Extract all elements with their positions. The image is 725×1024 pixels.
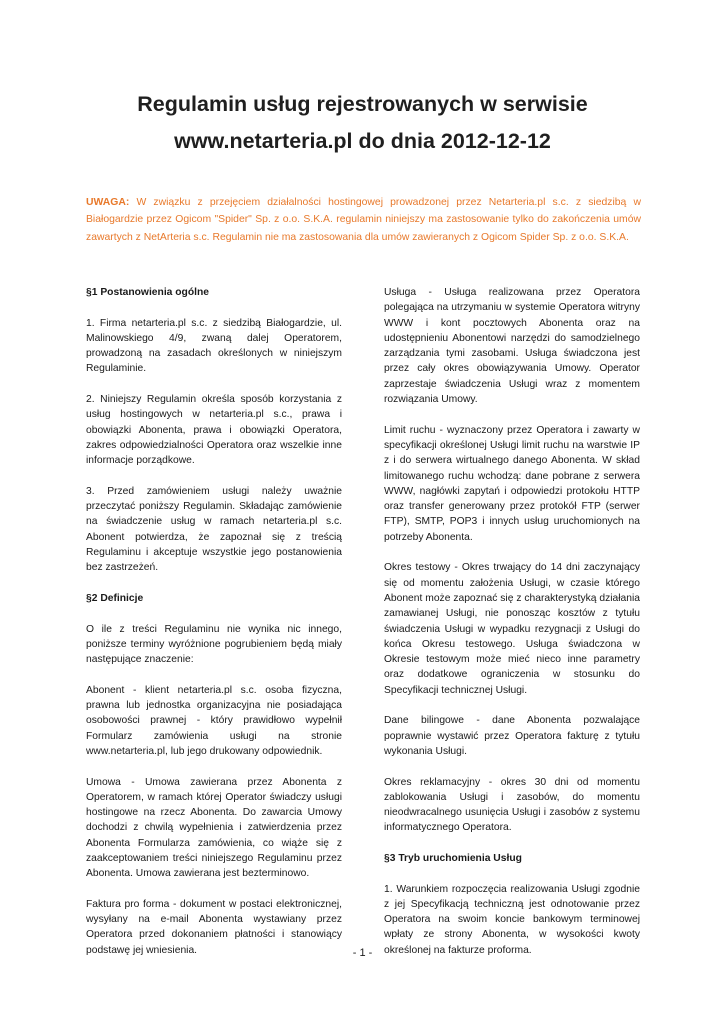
section-3-paragraph-1: 1. Warunkiem rozpoczęcia realizowania Usługi zgodnie z jej Specyfikacją techniczną jest odnotowanie przez Operatora na swoim koncie bankowym terminowej wpłaty ze strony Abonenta, w wysokości kwoty określonej na fakturze proforma. [384, 883, 640, 956]
title-line-2: www.netarteria.pl do dnia 2012-12-12 [174, 129, 551, 153]
left-column [86, 285, 342, 973]
definition-abonent: Abonent - klient netarteria.pl s.c. osoba fizyczna, prawna lub jednostka organizacyjna nie posiadająca osobowości prawnej - który prawidłowo wypełnił Formularz zamówienia usługi na stronie www.netarteria.pl, lub jego drukowany odpowiednik. [86, 684, 342, 757]
section-1-paragraph-2: 2. Niniejszy Regulamin określa sposób korzystania z usług hostingowych w netarteria.pl s.c., prawa i obowiązki Abonenta, prawa i obowiązki Operatora, zakres odpowiedzialności Operatora oraz wszelkie inne informacje porządkowe. [86, 394, 342, 467]
section-1-paragraph-3: 3. Przed zamówieniem usługi należy uważnie przeczytać poniższy Regulamin. Składając zamówienie na świadczenie usług w ramach netarteria.pl s.c. Abonent potwierdza, że zapoznał się z treścią Regulaminu i akceptuje wszystkie jego postanowienia bez zastrzeżeń. [86, 485, 342, 574]
section-1-heading: §1 Postanowienia ogólne [86, 287, 210, 298]
section-1-paragraph-1: 1. Firma netarteria.pl s.c. z siedzibą Białogardzie, ul. Malinowskiego 4/9, zwaną dalej Operatorem, prowadzoną na zasadach określonych w niniejszym Regulaminie. [86, 317, 342, 375]
section-3-heading: §3 Tryb uruchomienia Usług [384, 852, 522, 864]
document-title [60, 86, 665, 160]
notice-paragraph [86, 194, 641, 246]
definition-usluga: Usługa - Usługa realizowana przez Operatora polegająca na utrzymaniu w systemie Operatora witryny WWW i kont pocztowych Abonenta oraz na udostępnieniu Abonentowi narzędzi do samodzielnego zarządzania tymi zasobami. Usługa świadczona jest przez cały okres obowiązywania Umowy. Operator zaprzestaje świadczenia Usługi wraz z momentem rozwiązania Umowy. [384, 287, 640, 406]
definition-umowa: Umowa - Umowa zawierana przez Abonenta z Operatorem, w ramach której Operator świadczy usługi hostingowe na rzecz Abonenta. Do zawarcia Umowy dochodzi z chwilą wypełnienia i zatwierdzenia przez Abonenta Formularza zamówienia, co wiąże się z zaakceptowaniem treści niniejszego Regulaminu przez Abonenta. Umowa zawierana jest bezterminowo. [86, 776, 342, 880]
right-column [384, 285, 640, 973]
definition-limit-ruchu: Limit ruchu - wyznaczony przez Operatora i zawarty w specyfikacji określonej Usługi limit ruchu na warstwie IP z i do serwera wirtualnego danego Abonenta. W skład limitowanego ruchu wchodzą: dane pobrane z serwera WWW, nagłówki zapytań i odpowiedzi protokołu HTTP oraz transfer generowany przez protokół FTP (serwer FTP), SMTP, POP3 i innych usług uruchomionych na potrzeby Abonenta. [384, 424, 640, 543]
definition-faktura: Faktura pro forma - dokument w postaci elektronicznej, wysyłany na e-mail Abonenta wystawiany przez Operatora przed dokonaniem płatności i stanowiący podstawę jej wniesienia. [86, 898, 342, 956]
notice-text: W związku z przejęciem działalności hostingowej prowadzonej przez Netarteria.pl s.c. z siedzibą w Białogardzie przez Ogicom "Spider" Sp. z o.o. S.K.A. regulamin niniejszy ma zastosowanie tylko do zakończenia umów zawartych z NetArteria s.c. Regulamin nie ma zastosowania dla umów zawieranych z Ogicom Spider Sp. z o.o. S.K.A. [86, 197, 641, 243]
definition-okres-testowy: Okres testowy - Okres trwający do 14 dni zaczynający się od momentu założenia Usługi, w czasie którego Abonent może zapoznać się z charakterystyką działania zamawianej Usługi, nie ponosząc kosztów z tytułu świadczenia Usługi w wypadku rezygnacji z Usługi do końca Okresu testowego. Usługa świadczona w Okresie testowym może mieć nieco inne parametry oraz dodatkowe ograniczenia w stosunku do Specyfikacji technicznej Usługi. [384, 562, 640, 696]
section-2-heading: §2 Definicje [86, 592, 144, 604]
page-number: - 1 - [352, 947, 373, 959]
notice-label: UWAGA: [86, 197, 130, 208]
section-2-intro: O ile z treści Regulaminu nie wynika nic innego, poniższe terminy wyróżnione pogrubieniem będą miały następujące znaczenie: [86, 623, 342, 666]
definition-dane-bilingowe: Dane bilingowe - dane Abonenta pozwalające poprawnie wystawić przez Operatora fakturę z tytułu wykonania Usługi. [384, 715, 640, 757]
title-line-1: Regulamin usług rejestrowanych w serwisie [137, 92, 588, 116]
definition-okres-reklamacyjny: Okres reklamacyjny - okres 30 dni od momentu zablokowania Usługi i zasobów, do momentu nieodwracalnego usunięcia Usługi i zasobów z systemu informatycznego Operatora. [384, 776, 640, 834]
